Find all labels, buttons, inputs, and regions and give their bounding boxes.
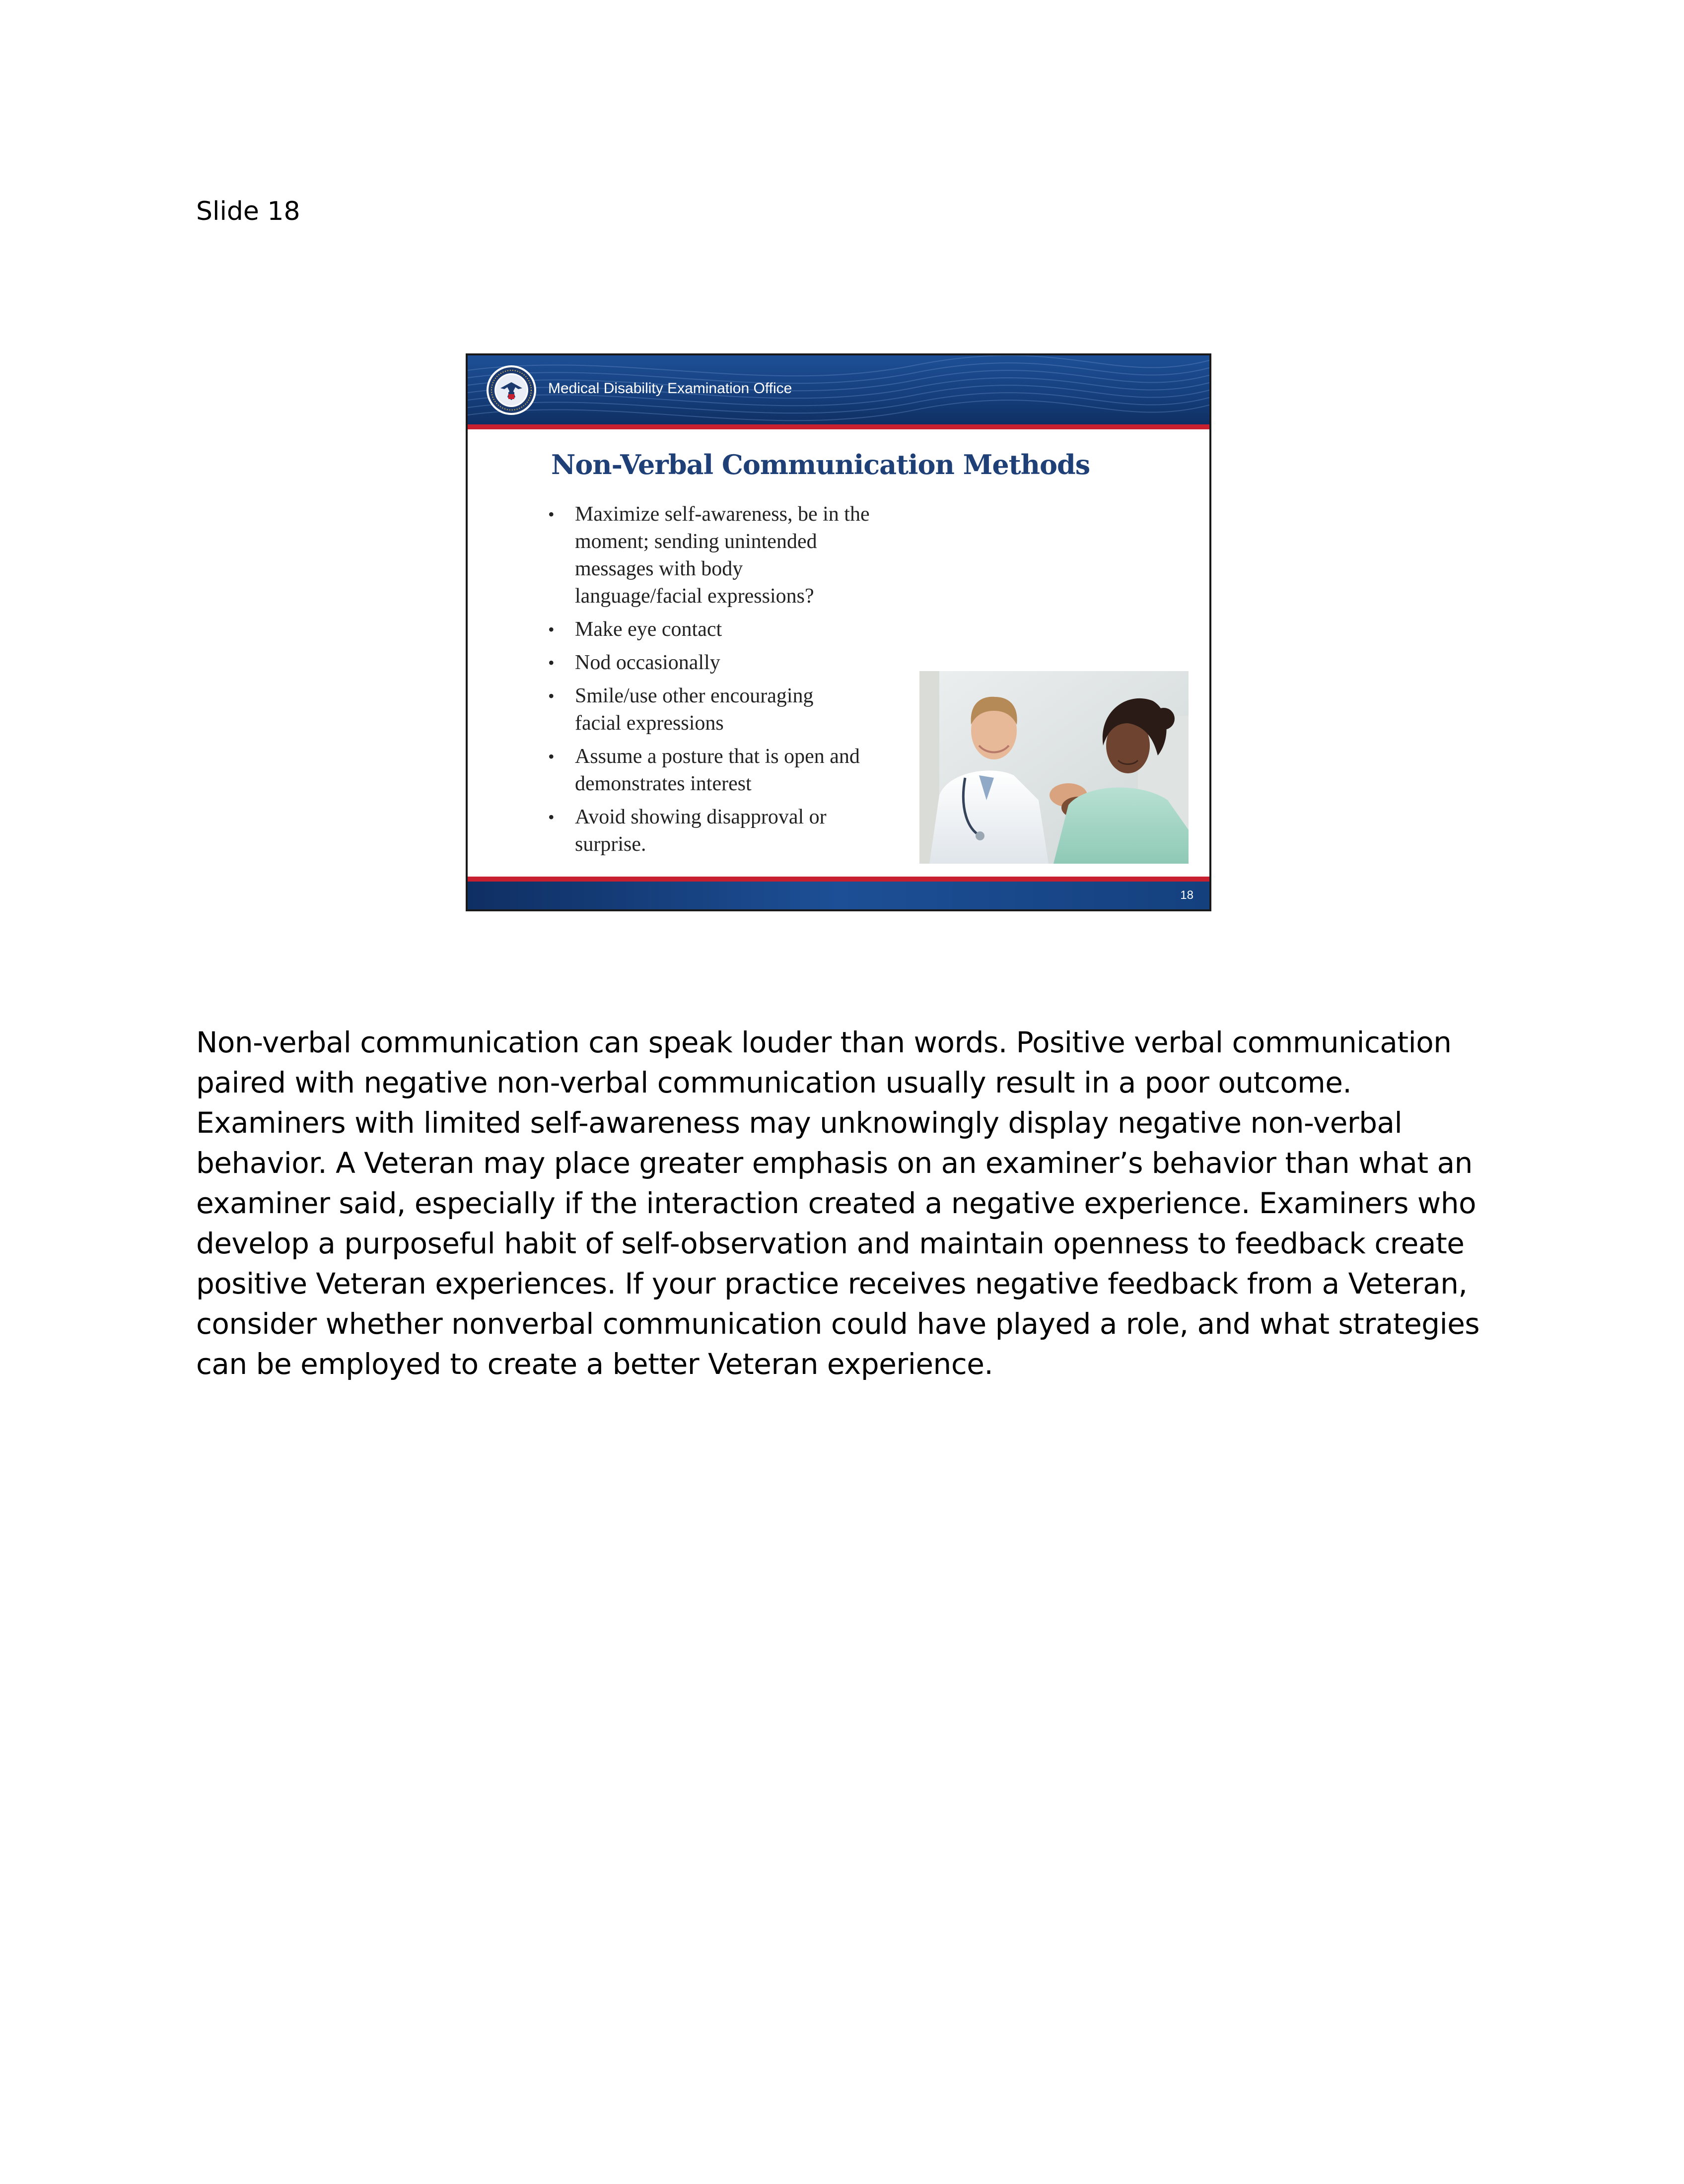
bullet-item: • Make eye contact [547, 616, 934, 643]
department-seal-icon [486, 364, 537, 416]
slide-header [468, 355, 1209, 424]
header-red-line [468, 424, 1209, 429]
slide-thumbnail [466, 353, 1211, 911]
footer-red-line [468, 877, 1209, 882]
bullet-item: • Maximize self-awareness, be in the moment; sending unintended messages with body language/facial expressions? [547, 501, 934, 610]
bullet-item: • Avoid showing disapproval or surprise. [547, 804, 934, 858]
bullet-item: • Assume a posture that is open and demonstrates interest [547, 743, 934, 798]
slide-title: Non-Verbal Communication Methods [551, 449, 1090, 480]
slide-label: Slide 18 [196, 197, 300, 226]
slide-footer [468, 882, 1209, 911]
bullet-list [547, 501, 934, 864]
bullet-item: • Smile/use other encouraging facial expressions [547, 682, 934, 737]
speaker-notes: Non-verbal communication can speak louder than words. Positive verbal communication paired with negative non-verbal communication usually result in a poor outcome. Examiners with limited self-awareness may unknowingly display negative non-verbal behavior. A Veteran may place greater emphasis on an examiner’s behavior than what an examiner said, especially if the interaction created a negative experience. Examiners who develop a purposeful habit of self-observation and maintain openness to feedback create positive Veteran experiences. If your practice receives negative feedback from a Veteran, consider whether nonverbal communication could have played a role, and what strategies can be employed to create a better Veteran experience. [196, 1025, 1480, 1381]
bullet-item: • Nod occasionally [547, 649, 934, 677]
doctor-patient-photo [919, 671, 1189, 864]
slide-number: 18 [1180, 888, 1193, 902]
header-title: Medical Disability Examination Office [548, 380, 792, 397]
